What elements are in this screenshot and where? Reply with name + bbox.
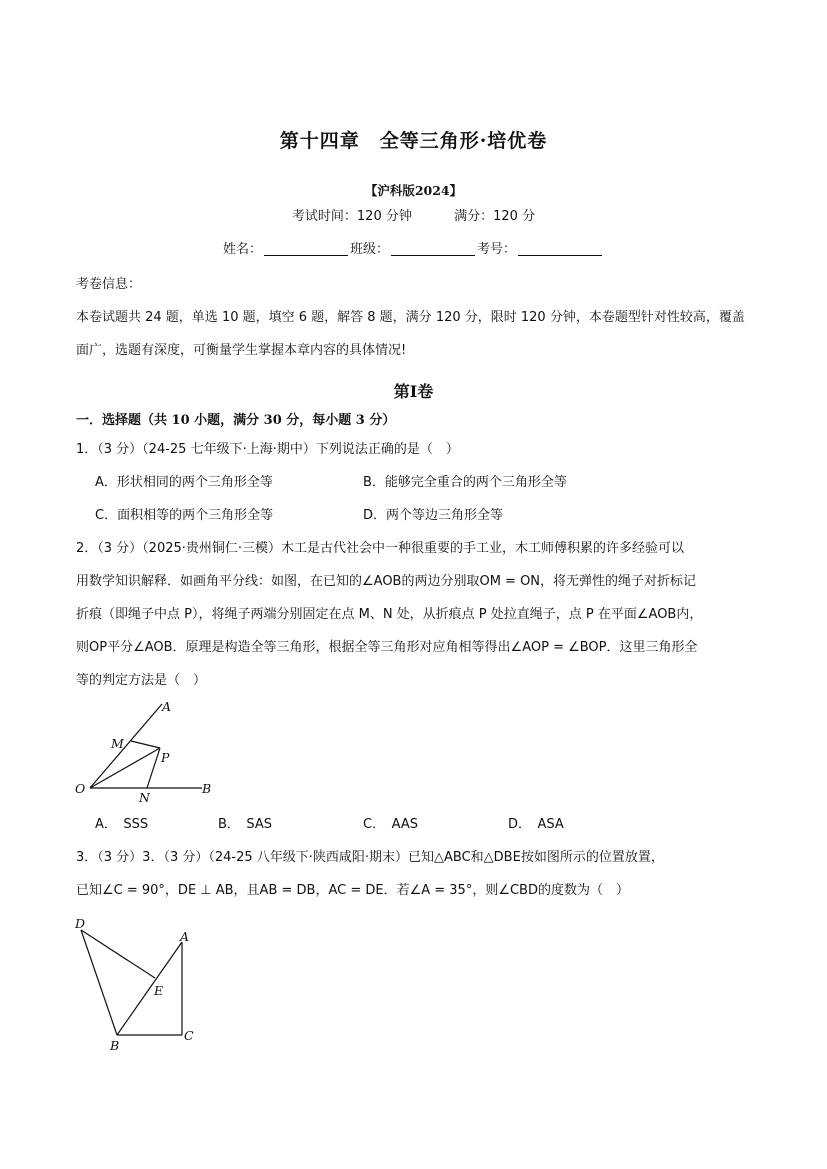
label-d: D	[75, 916, 86, 931]
info-line-2: 面广，选题有深度，可衡量学生掌握本章内容的具体情况!	[76, 343, 407, 358]
segment-mp	[131, 741, 160, 748]
label-b: B	[202, 781, 212, 796]
q2-line-3: 折痕（即绳子中点 P），将绳子两端分别固定在点 M、N 处，从折痕点 P 处拉直绳子，点 P 在平面∠AOB内，	[76, 607, 703, 622]
label-a: A	[162, 699, 172, 714]
q3-line-1: 3．（3 分）3．（3 分）（24-25 八年级下·陕西咸阳·期末）已知△ABC和△DBE按如图所示的位置放置，	[76, 850, 664, 865]
q2-option-d[interactable]: D． ASA	[508, 817, 564, 832]
volume-title: 第Ⅰ卷	[393, 382, 434, 401]
q2-option-c[interactable]: C． AAS	[363, 817, 418, 832]
q2-line-5: 等的判定方法是（ ）	[76, 673, 207, 688]
q1-option-a[interactable]: A．形状相同的两个三角形全等	[95, 475, 273, 490]
q1-option-b[interactable]: B．能够完全重合的两个三角形全等	[363, 475, 567, 490]
full-score: 满分：120 分	[454, 209, 536, 224]
class-field[interactable]	[391, 241, 475, 256]
q2-line-2: 用数学知识解释．如画角平分线：如图，在已知的∠AOB的两边分别取OM = ON，将无弹性的绳子对折标记	[76, 574, 697, 589]
exam-meta	[0, 207, 827, 227]
q2-option-b[interactable]: B． SAS	[218, 817, 273, 832]
label-a: A	[180, 929, 190, 944]
name-label: 姓名：	[222, 242, 262, 257]
page-title: 第十四章 全等三角形·培优卷	[279, 130, 548, 152]
q1-stem: 1．（3 分）（24-25 七年级下·上海·期中）下列说法正确的是（ ）	[76, 442, 459, 457]
edition-label: 【沪科版2024】	[364, 183, 463, 198]
q1-option-c[interactable]: C．面积相等的两个三角形全等	[95, 508, 274, 523]
number-label: 考号：	[477, 242, 517, 257]
label-o: O	[75, 781, 86, 796]
q2-angle-bisector-figure	[70, 695, 230, 805]
q2-line-1: 2．（3 分）（2025·贵州铜仁·三模）木工是古代社会中一种很重要的手工业，木工师傅积累的许多经验可以	[76, 541, 685, 556]
name-field[interactable]	[264, 241, 348, 256]
class-label: 班级：	[349, 242, 389, 257]
info-label: 考卷信息：	[76, 277, 142, 292]
segment-de	[81, 930, 155, 978]
info-line-1: 本卷试题共 24 题，单选 10 题，填空 6 题，解答 8 题，满分 120 分，限时 120 分钟，本卷题型针对性较高，覆盖	[76, 310, 745, 325]
segment-ab	[117, 942, 182, 1035]
q3-line-2: 已知∠C = 90°，DE ⊥ AB，且AB = DB，AC = DE．若∠A = 35°，则∠CBD的度数为（ ）	[76, 883, 629, 898]
label-b: B	[110, 1038, 120, 1053]
label-n: N	[139, 790, 150, 805]
q1-option-d[interactable]: D．两个等边三角形全等	[363, 508, 504, 523]
label-e: E	[154, 983, 164, 998]
q2-line-4: 则OP平分∠AOB．原理是构造全等三角形，根据全等三角形对应角相等得出∠AOP = ∠BOP．这里三角形全	[76, 640, 698, 655]
label-m: M	[111, 736, 124, 751]
exam-time: 考试时间：120 分钟	[291, 209, 412, 224]
section-1-title: 一．选择题（共 10 小题，满分 30 分，每小题 3 分）	[76, 413, 396, 428]
q3-triangle-figure	[70, 912, 210, 1057]
segment-db	[81, 930, 117, 1035]
number-field[interactable]	[518, 241, 602, 256]
student-info-row	[0, 240, 827, 260]
label-c: C	[184, 1028, 194, 1043]
label-p: P	[161, 750, 170, 765]
q2-option-a[interactable]: A． SSS	[95, 817, 149, 832]
